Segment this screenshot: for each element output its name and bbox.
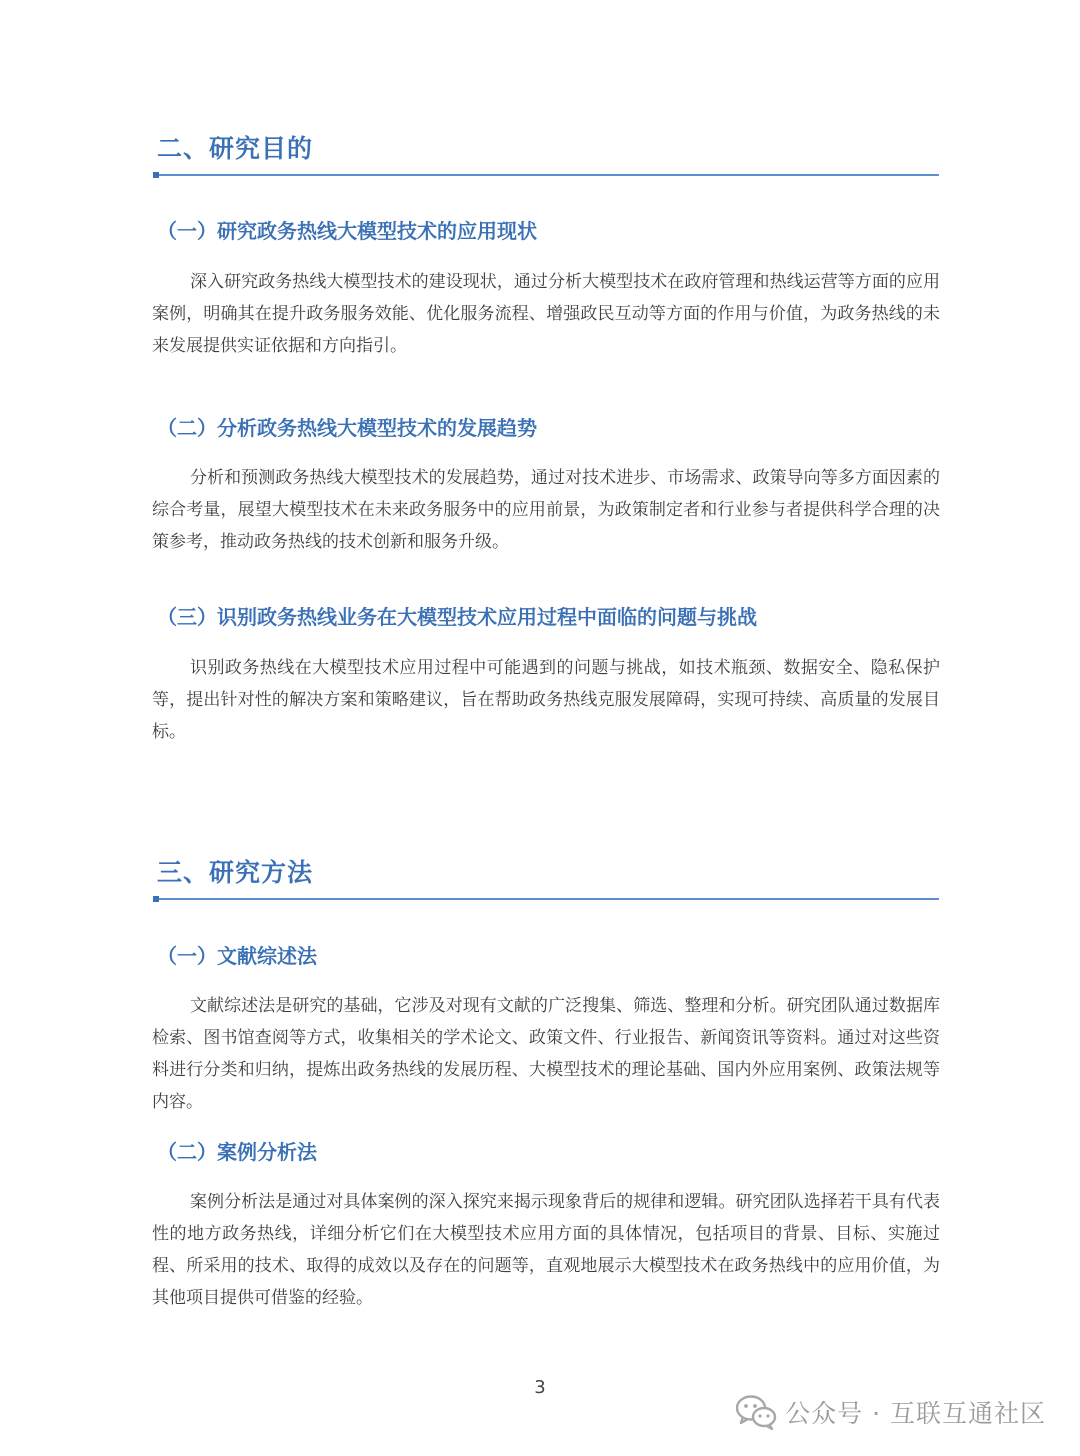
watermark-text: 公众号 · 互联互通社区 [785, 1399, 1046, 1428]
subsection-title: （一）研究政务热线大模型技术的应用现状 [157, 219, 537, 243]
subsection-title: （一）文献综述法 [157, 944, 317, 968]
section-title: 三、研究方法 [157, 858, 314, 887]
section-divider [153, 174, 939, 176]
section-divider [153, 898, 939, 900]
body-paragraph: 分析和预测政务热线大模型技术的发展趋势，通过对技术进步、市场需求、政策导向等多方面因素的综合考量，展望大模型技术在未来政务服务中的应用前景，为政策制定者和行业参与者提供科学合理的决策参考，推动政务热线的技术创新和服务升级。 [152, 468, 940, 552]
subsection-title: （二）案例分析法 [157, 1140, 317, 1164]
section-title: 二、研究目的 [157, 134, 314, 163]
body-paragraph: 深入研究政务热线大模型技术的建设现状，通过分析大模型技术在政府管理和热线运营等方面的应用案例，明确其在提升政务服务效能、优化服务流程、增强政民互动等方面的作用与价值，为政务热线的未来发展提供实证依据和方向指引。 [152, 272, 940, 356]
page-number: 3 [534, 1377, 546, 1398]
wechat-icon [735, 1393, 777, 1431]
body-paragraph: 文献综述法是研究的基础，它涉及对现有文献的广泛搜集、筛选、整理和分析。研究团队通过数据库检索、图书馆查阅等方式，收集相关的学术论文、政策文件、行业报告、新闻资讯等资料。通过对这些资料进行分类和归纳，提炼出政务热线的发展历程、大模型技术的理论基础、国内外应用案例、政策法规等内容。 [152, 996, 940, 1112]
body-paragraph: 识别政务热线在大模型技术应用过程中可能遇到的问题与挑战，如技术瓶颈、数据安全、隐私保护等，提出针对性的解决方案和策略建议，旨在帮助政务热线克服发展障碍，实现可持续、高质量的发展目标。 [152, 658, 940, 742]
subsection-title: （三）识别政务热线业务在大模型技术应用过程中面临的问题与挑战 [157, 605, 757, 629]
subsection-title: （二）分析政务热线大模型技术的发展趋势 [157, 416, 537, 440]
watermark [735, 1392, 1046, 1432]
body-paragraph: 案例分析法是通过对具体案例的深入探究来揭示现象背后的规律和逻辑。研究团队选择若干具有代表性的地方政务热线，详细分析它们在大模型技术应用方面的具体情况，包括项目的背景、目标、实施过程、所采用的技术、取得的成效以及存在的问题等，直观地展示大模型技术在政务热线中的应用价值，为其他项目提供可借鉴的经验。 [152, 1192, 940, 1308]
section-heading [153, 856, 939, 900]
section-heading [153, 132, 939, 176]
